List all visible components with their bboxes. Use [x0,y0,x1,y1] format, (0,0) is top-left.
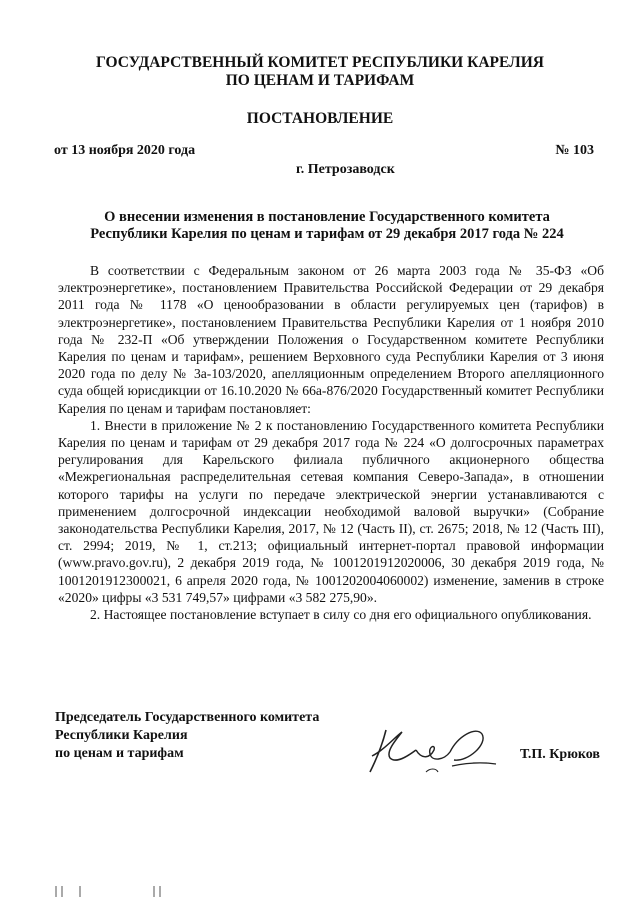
signatory-title-line-1: Председатель Государственного комитета [55,710,320,725]
document-subject [60,209,594,243]
paragraph-preamble: В соответствии с Федеральным законом от 26 марта 2003 года № 35-ФЗ «Об электроэнергетике», постановлением Правительства Российской Федерации от 29 декабря 2011 года № 1178 «О ценообразовании в области регулируемых цен (тарифов) в электроэнергетике», постановлением Правительства Республики Карелия от 1 ноября 2010 года № 232-П «Об утверждении Положения о Государственном комитете Республики Карелия по ценам и тарифам», решением Верховного суда Республики Карелия от 3 июня 2020 года по делу № 3а-103/2020, апелляционным определением Второго апелляционного суда общей юрисдикции от 16.10.2020 № 66а-876/2020 Государственный комитет Республики Карелия по ценам и тарифам постановляет: [58,263,604,416]
signatory-title [55,709,319,763]
issuing-organization [0,54,640,90]
subject-line-2: Республики Карелия по ценам и тарифам от 29 декабря 2017 года № 224 [90,226,564,242]
document-city: г. Петрозаводск [296,162,395,177]
signatory-title-line-2: Республики Карелия [55,728,188,743]
subject-line-1: О внесении изменения в постановление Государственного комитета [104,209,550,225]
document-type: ПОСТАНОВЛЕНИЕ [246,110,394,127]
scan-margin-marks [54,884,174,898]
signatory-title-line-3: по ценам и тарифам [55,746,184,761]
document-date: от 13 ноября 2020 года [54,143,196,158]
signatory-name: Т.П. Крюков [519,747,600,762]
org-line-1: ГОСУДАРСТВЕННЫЙ КОМИТЕТ РЕСПУБЛИКИ КАРЕЛИЯ [96,54,544,71]
document-number: № 103 [555,143,594,158]
document-body [58,262,604,623]
paragraph-item-2: 2. Настоящее постановление вступает в силу со дня его официального опубликования. [90,607,592,623]
org-line-2: ПО ЦЕНАМ И ТАРИФАМ [225,72,415,89]
paragraph-item-1: 1. Внести в приложение № 2 к постановлению Государственного комитета Республики Карелия по ценам и тарифам от 29 декабря 2017 года № 224 «О долгосрочных параметрах регулирования для Карельского филиала публичного акционерного общества «Межрегиональная распределительная сетевая компания Северо-Запада», в отношении которого тарифы на услуги по передаче электрической энергии устанавливаются с применением долгосрочной индексации необходимой валовой выручки» (Собрание законодательства Республики Карелия, 2017, № 12 (Часть II), ст. 2675; 2018, № 12 (Часть III), ст. 2994; 2019, № 1, ст.213; официальный интернет-портал правовой информации (www.pravo.gov.ru), 2 декабря 2019 года, № 1001201912020006, 30 декабря 2019 года, № 1001201912300021, 6 апреля 2020 года, № 1001202004060002) изменение, заменив в строке «2020» цифры «3 531 749,57» цифрами «3 582 275,90». [58,417,604,605]
handwritten-signature [364,716,504,782]
